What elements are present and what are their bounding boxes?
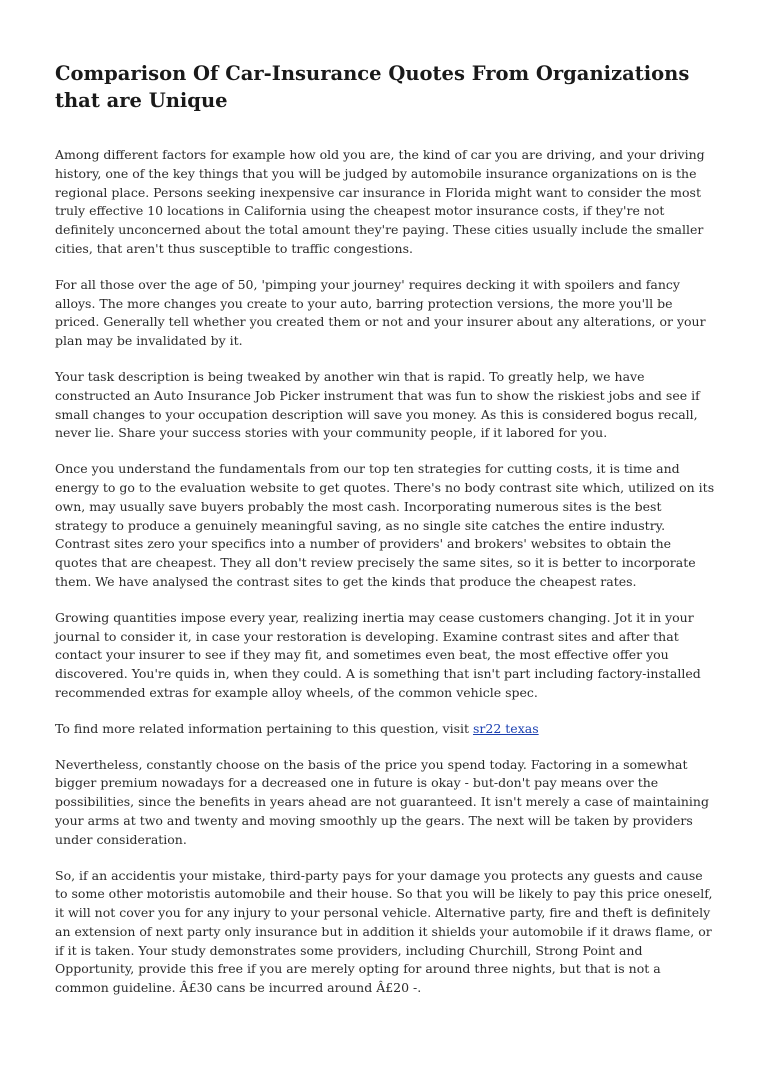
paragraph-3: Your task description is being tweaked by another win that is rapid. To greatly help, we have constructed an Auto Insurance Job Picker instrument that was fun to show the riskiest jobs and see if small changes to your occupation description will save you money. As this is considered bogus recall, never lie. Share your success stories with your community people, if it labored for you. bbox=[55, 368, 700, 441]
paragraph-5: Growing quantities impose every year, realizing inertia may cease customers changing. Jot it in your journal to consider it, in case your restoration is developing. Examine contrast sites and after that contact your insurer to see if they may fit, and sometimes even beat, the most effective offer you discovered. You're quids in, when they could. A is something that isn't part including factory-installed recommended extras for example alloy wheels, of the common vehicle spec. bbox=[55, 609, 701, 700]
sr22-texas-link[interactable]: sr22 texas bbox=[473, 720, 539, 736]
paragraph-7: So, if an accidentis your mistake, third-party pays for your damage you protects any guests and cause to some other motoristis automobile and their house. So that you will be likely to pay this price oneself, it will not cover you for any injury to your personal vehicle. Alternative party, fire and theft is definitely an extension of next party only insurance but in addition it shields your automobile if it draws flame, or if it is taken. Your study demonstrates some providers, including Churchill, Strong Point and Opportunity, provide this free if you are merely opting for around three nights, but that is not a common guideline. Â£30 cans be incurred around Â£20 -. bbox=[55, 867, 713, 996]
paragraph-4: Once you understand the fundamentals from our top ten strategies for cutting costs, it is time and energy to go to the evaluation website to get quotes. There's no body contrast site which, utilized on its own, may usually save buyers probably the most cash. Incorporating numerous sites is the best strategy to produce a genuinely meaningful saving, as no single site catches the entire industry. Contrast sites zero your specifics into a number of providers' and brokers' websites to obtain the quotes that are cheapest. They all don't review precisely the same sites, so it is better to incorporate them. We have analysed the contrast sites to get the kinds that produce the cheapest rates. bbox=[55, 461, 715, 589]
paragraph-6: Nevertheless, constantly choose on the basis of the price you spend today. Factoring in a somewhat bigger premium nowadays for a decreased one in future is okay - but-don't pay means over the possibilities, since the benefits in years ahead are not guaranteed. It isn't merely a case of maintaining your arms at two and twenty and moving smoothly up the gears. The next will be taken by providers under consideration. bbox=[55, 756, 709, 847]
paragraph-2: For all those over the age of 50, 'pimping your journey' requires decking it with spoilers and fancy alloys. The more changes you create to your auto, barring protection versions, the more you'll be priced. Generally tell whether you created them or not and your insurer about any alterations, or your plan may be invalidated by it. bbox=[55, 276, 706, 349]
document-page bbox=[55, 60, 715, 1015]
link-paragraph-prefix: To find more related information pertaining to this question, visit bbox=[55, 720, 474, 736]
paragraph-1: Among different factors for example how old you are, the kind of car you are driving, and your driving history, one of the key things that you will be judged by automobile insurance organizations on is the regional place. Persons seeking inexpensive car insurance in Florida might want to consider the most truly effective 10 locations in California using the cheapest motor insurance costs, if they're not definitely unconcerned about the total amount they're paying. These cities usually include the smaller cities, that aren't thus susceptible to traffic congestions. bbox=[55, 147, 705, 256]
link-paragraph bbox=[55, 720, 715, 739]
document-title: Comparison Of Car-Insurance Quotes From Organizations that are Unique bbox=[55, 62, 690, 112]
